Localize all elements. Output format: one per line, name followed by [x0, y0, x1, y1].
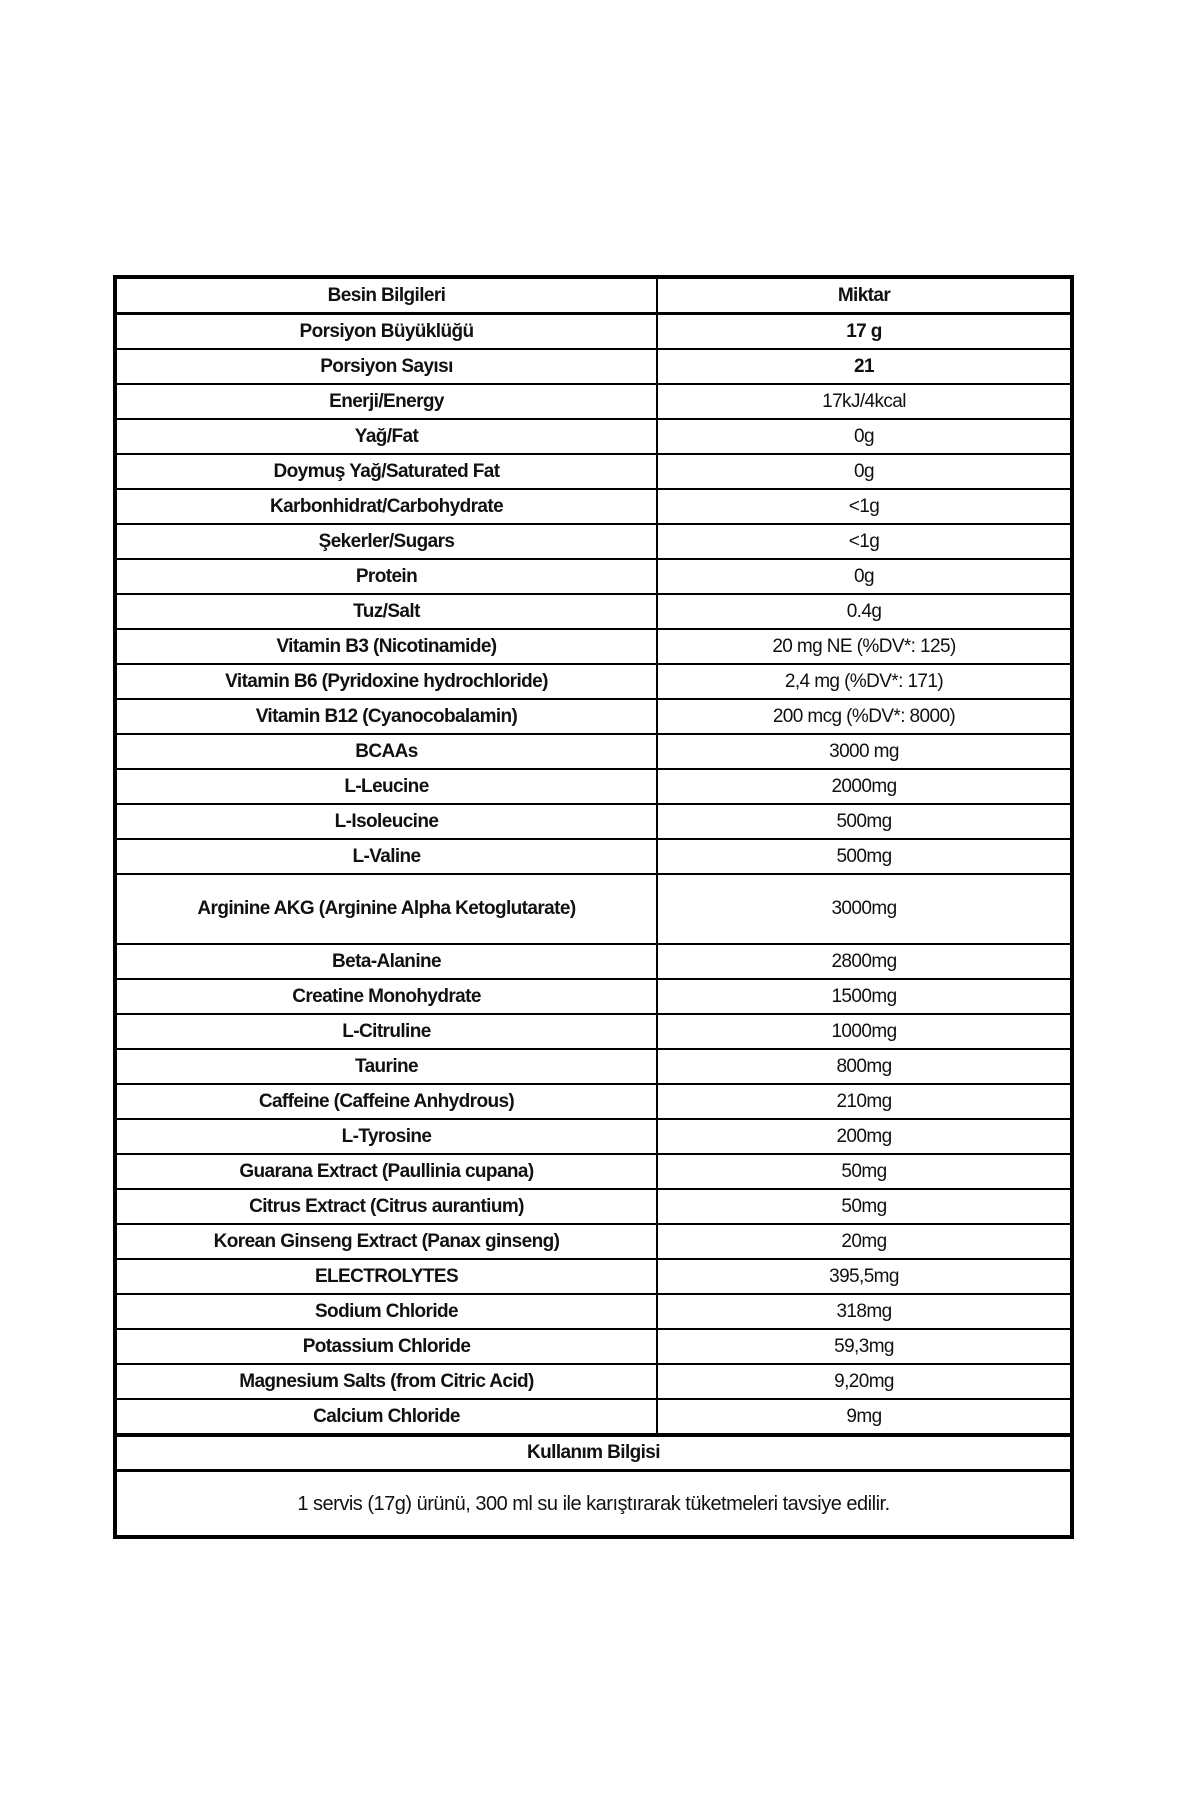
table-row: [115, 594, 1072, 629]
nutrient-amount: <1g: [657, 489, 1072, 524]
table-row: [115, 1084, 1072, 1119]
table-row: [115, 1399, 1072, 1435]
nutrient-amount: 9mg: [657, 1399, 1072, 1435]
table-row: [115, 314, 1072, 350]
table-row: [115, 944, 1072, 979]
table-row: [115, 839, 1072, 874]
nutrient-amount: 200 mcg (%DV*: 8000): [657, 699, 1072, 734]
nutrient-name: L-Tyrosine: [115, 1119, 657, 1154]
nutrient-name: BCAAs: [115, 734, 657, 769]
table-row: [115, 419, 1072, 454]
table-row: [115, 874, 1072, 944]
nutrient-name: ELECTROLYTES: [115, 1259, 657, 1294]
nutrient-amount: 0g: [657, 454, 1072, 489]
table-row: [115, 489, 1072, 524]
table-row: [115, 349, 1072, 384]
header-nutrient: Besin Bilgileri: [115, 277, 657, 314]
nutrient-amount: 59,3mg: [657, 1329, 1072, 1364]
nutrient-amount: 0g: [657, 419, 1072, 454]
nutrient-name: Enerji/Energy: [115, 384, 657, 419]
nutrient-amount: 210mg: [657, 1084, 1072, 1119]
nutrient-amount: 2,4 mg (%DV*: 171): [657, 664, 1072, 699]
nutrient-name: L-Isoleucine: [115, 804, 657, 839]
nutrient-amount: 500mg: [657, 839, 1072, 874]
table-row: [115, 1224, 1072, 1259]
table-row: [115, 734, 1072, 769]
table-row: [115, 1329, 1072, 1364]
table-row: [115, 1294, 1072, 1329]
table-row: [115, 629, 1072, 664]
table-row: [115, 1364, 1072, 1399]
nutrient-name: Beta-Alanine: [115, 944, 657, 979]
nutrient-amount: 17 g: [657, 314, 1072, 350]
usage-title-row: [115, 1435, 1072, 1471]
nutrient-name: Taurine: [115, 1049, 657, 1084]
nutrient-amount: <1g: [657, 524, 1072, 559]
table-row: [115, 1049, 1072, 1084]
nutrient-name: Karbonhidrat/Carbohydrate: [115, 489, 657, 524]
nutrient-name: Arginine AKG (Arginine Alpha Ketoglutarate): [115, 874, 657, 944]
nutrient-amount: 3000mg: [657, 874, 1072, 944]
usage-text-row: [115, 1471, 1072, 1538]
table-row: [115, 384, 1072, 419]
nutrient-amount: 1500mg: [657, 979, 1072, 1014]
nutrient-name: Doymuş Yağ/Saturated Fat: [115, 454, 657, 489]
table-row: [115, 979, 1072, 1014]
table-header-row: [115, 277, 1072, 314]
nutrient-name: L-Leucine: [115, 769, 657, 804]
nutrient-amount: 50mg: [657, 1189, 1072, 1224]
table-row: [115, 664, 1072, 699]
nutrient-name: Citrus Extract (Citrus aurantium): [115, 1189, 657, 1224]
nutrient-name: L-Citruline: [115, 1014, 657, 1049]
nutrient-amount: 20mg: [657, 1224, 1072, 1259]
table-row: [115, 804, 1072, 839]
nutrient-name: Potassium Chloride: [115, 1329, 657, 1364]
nutrient-name: Vitamin B6 (Pyridoxine hydrochloride): [115, 664, 657, 699]
nutrient-amount: 50mg: [657, 1154, 1072, 1189]
nutrient-amount: 0g: [657, 559, 1072, 594]
nutrient-name: Şekerler/Sugars: [115, 524, 657, 559]
nutrient-amount: 3000 mg: [657, 734, 1072, 769]
table-row: [115, 1154, 1072, 1189]
nutrient-name: L-Valine: [115, 839, 657, 874]
usage-text: 1 servis (17g) ürünü, 300 ml su ile karıştırarak tüketmeleri tavsiye edilir.: [115, 1471, 1072, 1538]
nutrient-amount: 20 mg NE (%DV*: 125): [657, 629, 1072, 664]
nutrient-amount: 318mg: [657, 1294, 1072, 1329]
table-row: [115, 769, 1072, 804]
table-row: [115, 1189, 1072, 1224]
table-row: [115, 454, 1072, 489]
nutrient-name: Magnesium Salts (from Citric Acid): [115, 1364, 657, 1399]
table-row: [115, 559, 1072, 594]
nutrient-amount: 17kJ/4kcal: [657, 384, 1072, 419]
nutrient-name: Tuz/Salt: [115, 594, 657, 629]
nutrient-name: Calcium Chloride: [115, 1399, 657, 1435]
table-row: [115, 1119, 1072, 1154]
header-amount: Miktar: [657, 277, 1072, 314]
nutrient-name: Vitamin B12 (Cyanocobalamin): [115, 699, 657, 734]
nutrient-name: Protein: [115, 559, 657, 594]
nutrient-name: Sodium Chloride: [115, 1294, 657, 1329]
nutrient-name: Creatine Monohydrate: [115, 979, 657, 1014]
nutrient-name: Yağ/Fat: [115, 419, 657, 454]
nutrition-facts-sheet: [113, 275, 1074, 1539]
nutrient-name: Porsiyon Sayısı: [115, 349, 657, 384]
table-row: [115, 699, 1072, 734]
nutrient-amount: 200mg: [657, 1119, 1072, 1154]
nutrient-amount: 0.4g: [657, 594, 1072, 629]
nutrient-amount: 9,20mg: [657, 1364, 1072, 1399]
nutrient-amount: 395,5mg: [657, 1259, 1072, 1294]
nutrient-amount: 2800mg: [657, 944, 1072, 979]
table-row: [115, 1259, 1072, 1294]
nutrient-amount: 1000mg: [657, 1014, 1072, 1049]
nutrient-amount: 800mg: [657, 1049, 1072, 1084]
nutrient-name: Caffeine (Caffeine Anhydrous): [115, 1084, 657, 1119]
table-row: [115, 524, 1072, 559]
nutrient-name: Guarana Extract (Paullinia cupana): [115, 1154, 657, 1189]
usage-title: Kullanım Bilgisi: [115, 1435, 1072, 1471]
nutrition-table: [113, 275, 1074, 1539]
nutrient-name: Korean Ginseng Extract (Panax ginseng): [115, 1224, 657, 1259]
table-row: [115, 1014, 1072, 1049]
nutrient-amount: 500mg: [657, 804, 1072, 839]
nutrient-name: Porsiyon Büyüklüğü: [115, 314, 657, 350]
nutrient-amount: 2000mg: [657, 769, 1072, 804]
nutrient-amount: 21: [657, 349, 1072, 384]
nutrient-name: Vitamin B3 (Nicotinamide): [115, 629, 657, 664]
